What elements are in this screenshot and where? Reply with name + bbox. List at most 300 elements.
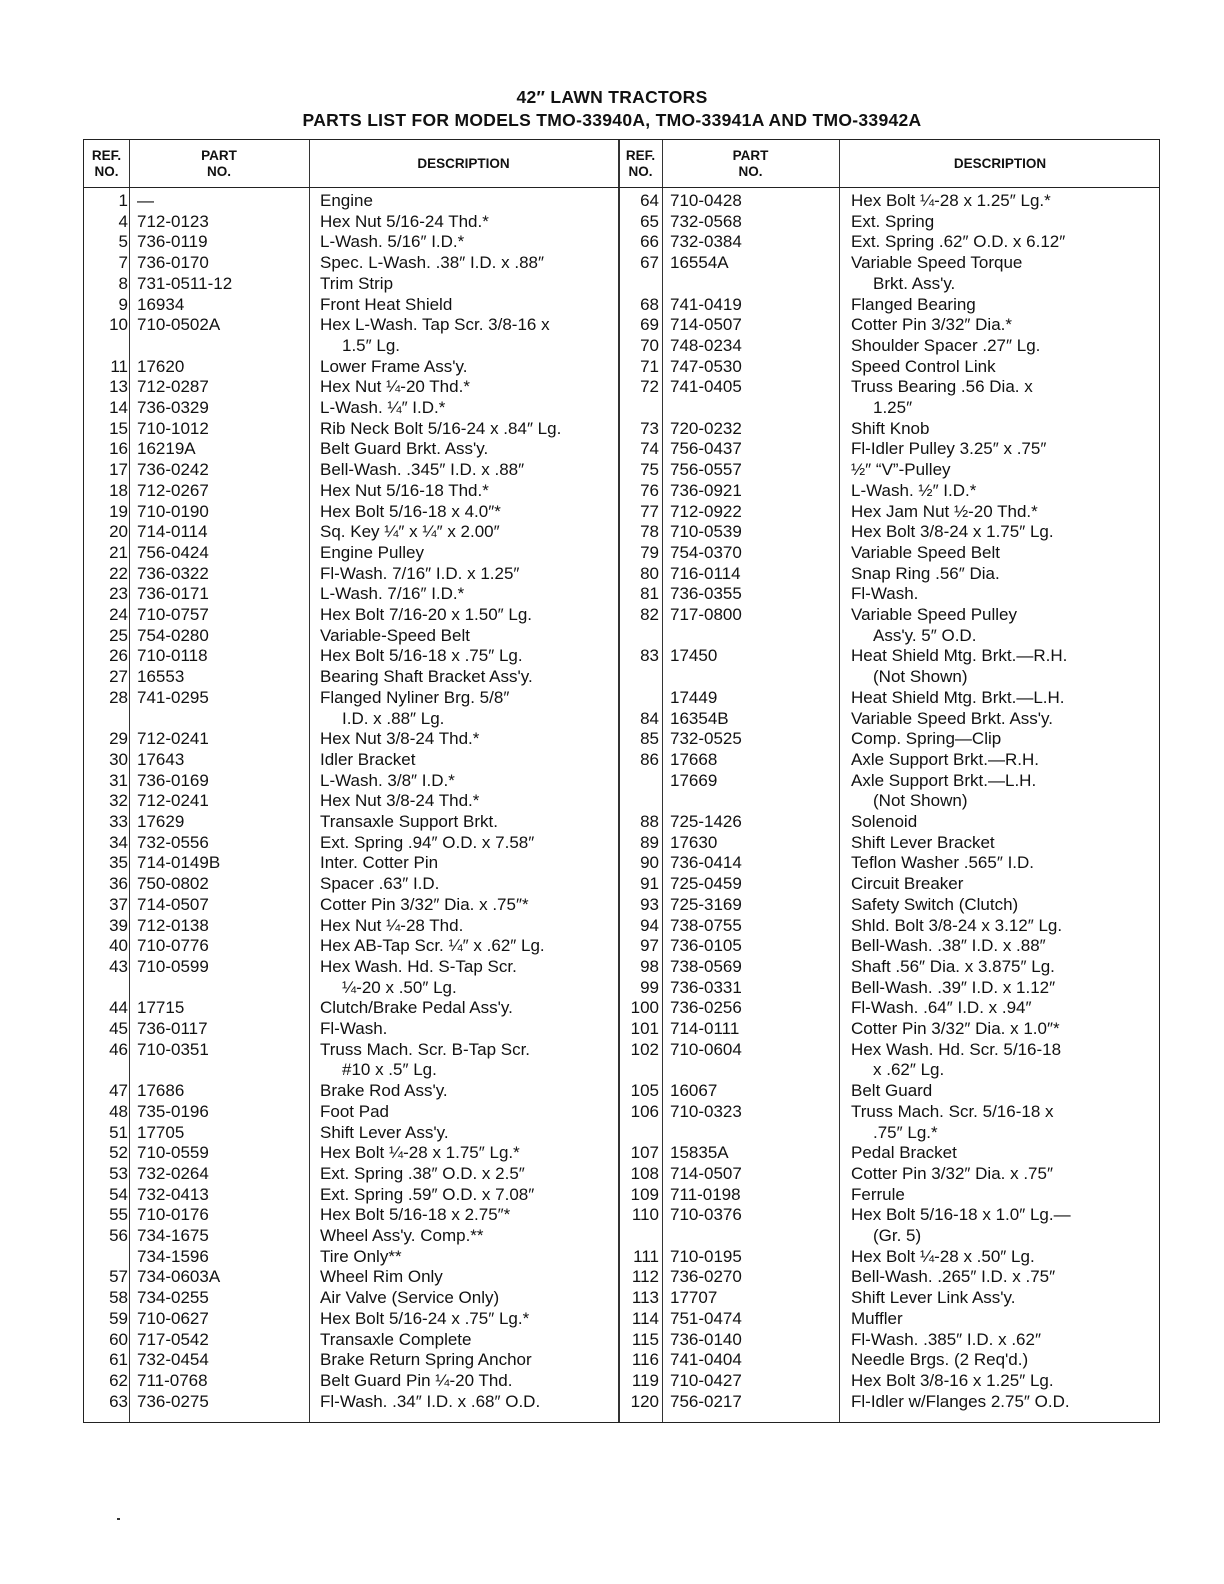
- part-description: Ext. Spring: [851, 211, 935, 231]
- part-no: 736-0414: [670, 853, 742, 873]
- ref-no: 24: [109, 605, 128, 624]
- part-no: 754-0370: [670, 542, 742, 562]
- part-no: 736-0171: [137, 584, 209, 604]
- part-description: Shift Lever Bracket: [851, 832, 995, 852]
- part-description: Tire Only**: [320, 1246, 402, 1266]
- ref-no: 113: [631, 1288, 659, 1308]
- table-row: [84, 376, 1161, 397]
- table-row: [84, 231, 1161, 252]
- part-description: ½″ “V”-Pulley: [851, 460, 951, 480]
- ref-no: 90: [640, 853, 659, 873]
- table-row: [84, 583, 1161, 604]
- ref-no: 88: [640, 812, 659, 831]
- table-row: [84, 1308, 1161, 1329]
- part-description: Wheel Ass'y. Comp.**: [320, 1226, 484, 1245]
- table-row: [84, 604, 1161, 625]
- part-description: Trim Strip: [320, 273, 394, 293]
- ref-no: 4: [118, 211, 128, 231]
- part-description: Truss Bearing .56 Dia. x: [851, 377, 1033, 397]
- part-no: 738-0569: [670, 956, 742, 976]
- ref-no: 43: [109, 956, 128, 976]
- table-row: [84, 1080, 1161, 1101]
- part-no: 732-0384: [670, 232, 742, 252]
- part-no: 736-0331: [670, 977, 742, 997]
- part-no: 736-0140: [670, 1329, 742, 1349]
- part-description: Variable Speed Pulley: [851, 605, 1018, 624]
- part-description: Hex Bolt 5/16-24 x .75″ Lg.*: [320, 1308, 530, 1328]
- part-no: 710-0190: [137, 501, 209, 521]
- part-no: 756-0424: [137, 542, 209, 562]
- table-row: [84, 542, 1161, 563]
- table-row: [84, 438, 1161, 459]
- ref-no: 33: [109, 812, 128, 831]
- part-no: 732-0413: [137, 1184, 209, 1204]
- part-description: Hex Bolt ¼-28 x .50″ Lg.: [851, 1246, 1035, 1266]
- part-no: 725-1426: [670, 812, 742, 831]
- part-no: 732-0568: [670, 211, 742, 231]
- part-no: 716-0114: [670, 563, 741, 583]
- ref-no: 78: [640, 522, 659, 542]
- header-ref-no: [619, 140, 662, 187]
- part-description: x .62″ Lg.: [873, 1060, 945, 1080]
- ref-no: 99: [640, 977, 659, 997]
- ref-no: 76: [640, 480, 659, 500]
- table-row: [84, 997, 1161, 1018]
- header-text: NO.: [206, 163, 231, 179]
- parts-table: [83, 139, 1160, 1423]
- table-row: [84, 273, 1161, 294]
- part-no: 16554A: [670, 253, 729, 273]
- ref-no: 72: [640, 377, 659, 397]
- ref-no: 64: [640, 191, 659, 210]
- part-description: Idler Bracket: [320, 749, 416, 769]
- header-text: DESCRIPTION: [417, 155, 510, 171]
- part-description: Solenoid: [851, 812, 918, 831]
- ref-no: 119: [631, 1370, 659, 1390]
- part-description: Fl-Idler Pulley 3.25″ x .75″: [851, 439, 1047, 459]
- part-no: 17630: [670, 832, 718, 852]
- ref-no: 111: [633, 1246, 659, 1266]
- part-no: 16067: [670, 1081, 718, 1101]
- part-description: Brake Rod Ass'y.: [320, 1081, 448, 1101]
- ref-no: 85: [640, 729, 659, 749]
- ref-no: 1: [118, 191, 128, 210]
- part-no: 15835A: [670, 1143, 729, 1163]
- table-row: [84, 687, 1161, 708]
- ref-no: 57: [109, 1267, 128, 1287]
- table-row: [84, 770, 1161, 791]
- part-description: Transaxle Support Brkt.: [320, 812, 498, 831]
- part-description: Hex Bolt 5/16-18 x 4.0″*: [320, 501, 501, 521]
- ref-no: 94: [640, 915, 659, 935]
- ref-no: 10: [109, 315, 128, 335]
- part-description: Transaxle Complete: [320, 1329, 472, 1349]
- part-no: 736-0105: [670, 936, 742, 956]
- part-description: Hex Bolt ¼-28 x 1.75″ Lg.*: [320, 1143, 520, 1163]
- part-no: 714-0111: [670, 1019, 740, 1038]
- ref-no: 67: [640, 253, 659, 273]
- part-no: 17669: [670, 770, 718, 790]
- ref-no: 62: [109, 1370, 128, 1390]
- part-description: #10 x .5″ Lg.: [342, 1060, 437, 1080]
- part-no: 710-0351: [137, 1039, 209, 1059]
- ref-no: 37: [109, 894, 128, 914]
- ref-no: 116: [631, 1350, 659, 1370]
- ref-no: 7: [118, 253, 128, 273]
- table-row: [84, 1018, 1161, 1039]
- part-no: 710-0118: [137, 646, 208, 666]
- header-text: PART: [201, 147, 237, 163]
- ref-no: 44: [109, 998, 128, 1018]
- header-text: REF.: [91, 147, 122, 163]
- ref-no: 31: [109, 770, 128, 790]
- part-no: 736-0322: [137, 563, 209, 583]
- header-description: [839, 140, 1161, 187]
- ref-no: 69: [640, 315, 659, 335]
- part-description: Belt Guard: [851, 1081, 933, 1101]
- part-no: 710-0604: [670, 1039, 742, 1059]
- ref-no: 114: [631, 1308, 659, 1328]
- part-no: 717-0542: [137, 1329, 209, 1349]
- part-no: 16934: [137, 294, 185, 314]
- part-description: Hex Nut 3/8-24 Thd.*: [320, 729, 480, 749]
- part-no: 736-0117: [137, 1019, 208, 1038]
- part-no: 17686: [137, 1081, 185, 1101]
- ref-no: 30: [109, 749, 128, 769]
- ref-no: 55: [109, 1205, 128, 1225]
- part-description: Bell-Wash. .265″ I.D. x .75″: [851, 1267, 1056, 1287]
- part-description: Safety Switch (Clutch): [851, 894, 1019, 914]
- table-row: [84, 811, 1161, 832]
- table-row: [84, 1039, 1161, 1060]
- table-row: [84, 873, 1161, 894]
- part-no: 736-0170: [137, 253, 209, 273]
- part-no: 712-0922: [670, 501, 742, 521]
- table-row: [84, 480, 1161, 501]
- part-description: Fl-Wash. .385″ I.D. x .62″: [851, 1329, 1041, 1349]
- part-no: 732-0525: [670, 729, 742, 749]
- part-no: 710-0757: [137, 605, 209, 624]
- table-row: [84, 852, 1161, 873]
- part-no: 748-0234: [670, 335, 742, 355]
- part-no: 714-0114: [137, 522, 208, 542]
- part-description: Hex AB-Tap Scr. ¼″ x .62″ Lg.: [320, 936, 545, 956]
- part-no: 736-0921: [670, 480, 742, 500]
- ref-no: 11: [110, 356, 128, 376]
- part-no: 756-0217: [670, 1391, 742, 1411]
- ref-no: 54: [109, 1184, 128, 1204]
- part-description: Ext. Spring .94″ O.D. x 7.58″: [320, 832, 535, 852]
- part-no: 710-0539: [670, 522, 742, 542]
- part-description: Snap Ring .56″ Dia.: [851, 563, 1000, 583]
- part-no: 725-0459: [670, 874, 742, 894]
- part-description: Axle Support Brkt.—R.H.: [851, 749, 1040, 769]
- part-description: Rib Neck Bolt 5/16-24 x .84″ Lg.: [320, 418, 562, 438]
- part-description: Hex Bolt 7/16-20 x 1.50″ Lg.: [320, 605, 533, 624]
- part-description: Speed Control Link: [851, 356, 996, 376]
- ref-no: 51: [109, 1122, 128, 1142]
- part-no: 741-0405: [670, 377, 742, 397]
- part-no: 16553: [137, 667, 185, 687]
- table-row: [84, 1204, 1161, 1225]
- part-description: Inter. Cotter Pin: [320, 853, 439, 873]
- part-description: .75″ Lg.*: [873, 1122, 938, 1142]
- part-description: Bell-Wash. .38″ I.D. x .88″: [851, 936, 1046, 956]
- table-row: [84, 335, 1161, 356]
- ref-no: 84: [640, 708, 659, 728]
- part-no: 732-0556: [137, 832, 209, 852]
- ref-no: 73: [640, 418, 659, 438]
- ref-no: 16: [109, 439, 128, 459]
- table-row: [84, 1391, 1161, 1412]
- part-no: 734-0603A: [137, 1267, 221, 1287]
- table-row: [84, 252, 1161, 273]
- ref-no: 97: [640, 936, 659, 956]
- ref-no: 25: [109, 625, 128, 645]
- table-row: [84, 1142, 1161, 1163]
- part-description: Bearing Shaft Bracket Ass'y.: [320, 667, 533, 687]
- part-no: 710-0176: [137, 1205, 209, 1225]
- part-no: 717-0800: [670, 605, 742, 624]
- table-row: [84, 935, 1161, 956]
- ref-no: 47: [109, 1081, 128, 1101]
- ref-no: 17: [109, 460, 128, 480]
- part-description: Engine: [320, 191, 373, 210]
- ref-no: 23: [109, 584, 128, 604]
- part-description: (Not Shown): [873, 667, 968, 687]
- part-no: 741-0419: [670, 294, 742, 314]
- table-row: [84, 1101, 1161, 1122]
- ref-no: 48: [109, 1101, 128, 1121]
- part-no: 732-0454: [137, 1350, 209, 1370]
- table-row: [84, 190, 1161, 211]
- header-text: NO.: [94, 163, 119, 179]
- ref-no: 120: [630, 1391, 659, 1411]
- table-body: [84, 190, 1161, 1420]
- part-description: Brake Return Spring Anchor: [320, 1350, 532, 1370]
- part-description: Bell-Wash. .39″ I.D. x 1.12″: [851, 977, 1056, 997]
- header-text: NO.: [628, 163, 653, 179]
- part-description: Hex Wash. Hd. Scr. 5/16-18: [851, 1039, 1062, 1059]
- part-no: 711-0198: [670, 1184, 741, 1204]
- part-description: Shift Knob: [851, 418, 930, 438]
- ref-no: 68: [640, 294, 659, 314]
- part-description: Fl-Wash. .34″ I.D. x .68″ O.D.: [320, 1391, 541, 1411]
- part-description: L-Wash. 3/8″ I.D.*: [320, 770, 455, 790]
- part-no: 731-0511-12: [137, 273, 233, 293]
- ref-no: 9: [118, 294, 128, 314]
- part-no: 17450: [670, 646, 718, 666]
- ref-no: 26: [109, 646, 128, 666]
- table-row: [84, 1246, 1161, 1267]
- part-no: 710-0599: [137, 956, 209, 976]
- part-no: 756-0437: [670, 439, 742, 459]
- part-no: 714-0507: [137, 894, 209, 914]
- part-description: Ext. Spring .62″ O.D. x 6.12″: [851, 232, 1066, 252]
- ref-no: 59: [109, 1308, 128, 1328]
- part-no: 16354B: [670, 708, 729, 728]
- ref-no: 77: [640, 501, 659, 521]
- ref-no: 13: [109, 377, 128, 397]
- part-no: 712-0287: [137, 377, 209, 397]
- table-row: [84, 563, 1161, 584]
- ref-no: 39: [109, 915, 128, 935]
- part-description: Wheel Rim Only: [320, 1267, 443, 1287]
- ref-no: 89: [640, 832, 659, 852]
- ref-no: 75: [640, 460, 659, 480]
- table-row: [84, 1370, 1161, 1391]
- header-text: DESCRIPTION: [953, 155, 1047, 171]
- ref-no: 45: [109, 1019, 128, 1038]
- header-part-no: [129, 140, 309, 187]
- part-description: Fl-Wash. .64″ I.D. x .94″: [851, 998, 1032, 1018]
- ref-no: 93: [640, 894, 659, 914]
- part-description: L-Wash. ¼″ I.D.*: [320, 398, 446, 417]
- part-description: Hex Nut 5/16-24 Thd.*: [320, 211, 489, 231]
- part-no: 712-0241: [137, 729, 209, 749]
- part-no: 710-0428: [670, 191, 742, 210]
- table-row: [84, 211, 1161, 232]
- table-row: [84, 501, 1161, 522]
- table-row: [84, 294, 1161, 315]
- part-no: 710-0376: [670, 1205, 742, 1225]
- part-description: I.D. x .88″ Lg.: [342, 708, 445, 728]
- part-no: 710-1012: [137, 418, 209, 438]
- part-description: Engine Pulley: [320, 542, 424, 562]
- ref-no: 60: [109, 1329, 128, 1349]
- part-no: 741-0404: [670, 1350, 742, 1370]
- part-description: Ass'y. 5″ O.D.: [873, 625, 977, 645]
- part-no: 17707: [670, 1288, 718, 1308]
- table-row: [84, 314, 1161, 335]
- part-no: 17620: [137, 356, 185, 376]
- ref-no: 91: [640, 874, 659, 894]
- part-no: 734-0255: [137, 1288, 209, 1308]
- part-no: 734-1675: [137, 1226, 209, 1245]
- part-no: 750-0802: [137, 874, 209, 894]
- part-no: 710-0776: [137, 936, 209, 956]
- part-no: 754-0280: [137, 625, 209, 645]
- part-description: (Not Shown): [873, 791, 968, 811]
- part-no: 736-0242: [137, 460, 209, 480]
- part-description: Ext. Spring .59″ O.D. x 7.08″: [320, 1184, 535, 1204]
- part-description: Air Valve (Service Only): [320, 1288, 500, 1308]
- part-description: 1.5″ Lg.: [342, 335, 401, 355]
- table-row: [84, 790, 1161, 811]
- part-description: Fl-Wash.: [320, 1019, 388, 1038]
- part-no: 725-3169: [670, 894, 742, 914]
- part-no: 736-0355: [670, 584, 742, 604]
- part-description: Belt Guard Pin ¼-20 Thd.: [320, 1370, 513, 1390]
- table-row: [84, 459, 1161, 480]
- ref-no: 82: [640, 605, 659, 624]
- part-description: Brkt. Ass'y.: [873, 273, 956, 293]
- part-no: 17643: [137, 749, 185, 769]
- part-no: 710-0323: [670, 1101, 742, 1121]
- part-description: Cotter Pin 3/32″ Dia.*: [851, 315, 1012, 335]
- table-row: [84, 1122, 1161, 1143]
- part-no: 16219A: [137, 439, 196, 459]
- part-no: 17629: [137, 812, 185, 831]
- part-no: 736-0329: [137, 398, 209, 417]
- ref-no: 83: [640, 646, 659, 666]
- ref-no: 63: [109, 1391, 128, 1411]
- part-no: 736-0270: [670, 1267, 742, 1287]
- table-row: [84, 708, 1161, 729]
- ref-no: 34: [109, 832, 128, 852]
- ref-no: 109: [630, 1184, 659, 1204]
- ref-no: 66: [640, 232, 659, 252]
- table-row: [84, 356, 1161, 377]
- part-no: 710-0559: [137, 1143, 209, 1163]
- table-row: [84, 521, 1161, 542]
- part-no: 736-0256: [670, 998, 742, 1018]
- part-description: Ferrule: [851, 1184, 905, 1204]
- table-row: [84, 625, 1161, 646]
- ref-no: 74: [640, 439, 659, 459]
- part-description: Cotter Pin 3/32″ Dia. x 1.0″*: [851, 1019, 1060, 1038]
- table-row: [84, 645, 1161, 666]
- table-row: [84, 915, 1161, 936]
- part-description: Pedal Bracket: [851, 1143, 957, 1163]
- ref-no: 115: [631, 1329, 659, 1349]
- part-description: 1.25″: [873, 398, 913, 417]
- part-no: 751-0474: [670, 1308, 742, 1328]
- ref-no: 65: [640, 211, 659, 231]
- page-subtitle: PARTS LIST FOR MODELS TMO-33940A, TMO-33941A AND TMO-33942A: [302, 110, 922, 130]
- part-description: L-Wash. 5/16″ I.D.*: [320, 232, 465, 252]
- ref-no: 110: [631, 1205, 659, 1225]
- part-description: Hex Jam Nut ½-20 Thd.*: [851, 501, 1038, 521]
- table-row: [84, 749, 1161, 770]
- header-part-no: [662, 140, 839, 187]
- part-no: 710-0427: [670, 1370, 742, 1390]
- part-no: 732-0264: [137, 1163, 209, 1183]
- table-row: [84, 1184, 1161, 1205]
- part-description: Variable Speed Brkt. Ass'y.: [851, 708, 1053, 728]
- ref-no: 100: [630, 998, 659, 1018]
- part-description: Truss Mach. Scr. B-Tap Scr.: [320, 1039, 531, 1059]
- ref-no: 21: [109, 542, 128, 562]
- part-description: Axle Support Brkt.—L.H.: [851, 770, 1037, 790]
- part-description: Hex L-Wash. Tap Scr. 3/8-16 x: [320, 315, 550, 335]
- part-no: 712-0241: [137, 791, 209, 811]
- page-mark: [117, 1518, 120, 1520]
- part-no: 17449: [670, 687, 718, 707]
- table-row: [84, 1329, 1161, 1350]
- part-description: Shld. Bolt 3/8-24 x 3.12″ Lg.: [851, 915, 1063, 935]
- table-row: [84, 1266, 1161, 1287]
- ref-no: 27: [109, 667, 128, 687]
- part-description: Shift Lever Link Ass'y.: [851, 1288, 1016, 1308]
- table-row: [84, 1163, 1161, 1184]
- part-description: Cotter Pin 3/32″ Dia. x .75″*: [320, 894, 529, 914]
- part-description: Heat Shield Mtg. Brkt.—R.H.: [851, 646, 1068, 666]
- part-no: 17715: [137, 998, 185, 1018]
- part-no: 747-0530: [670, 356, 742, 376]
- part-description: Variable Speed Belt: [851, 542, 1001, 562]
- part-description: Hex Bolt 5/16-18 x .75″ Lg.: [320, 646, 523, 666]
- table-row: [84, 1287, 1161, 1308]
- ref-no: 52: [109, 1143, 128, 1163]
- ref-no: 108: [630, 1163, 659, 1183]
- part-description: Spacer .63″ I.D.: [320, 874, 440, 894]
- part-no: 714-0507: [670, 1163, 742, 1183]
- table-row: [84, 1349, 1161, 1370]
- part-description: Fl-Wash.: [851, 584, 919, 604]
- header-text: NO.: [738, 163, 763, 179]
- part-description: L-Wash. 7/16″ I.D.*: [320, 584, 465, 604]
